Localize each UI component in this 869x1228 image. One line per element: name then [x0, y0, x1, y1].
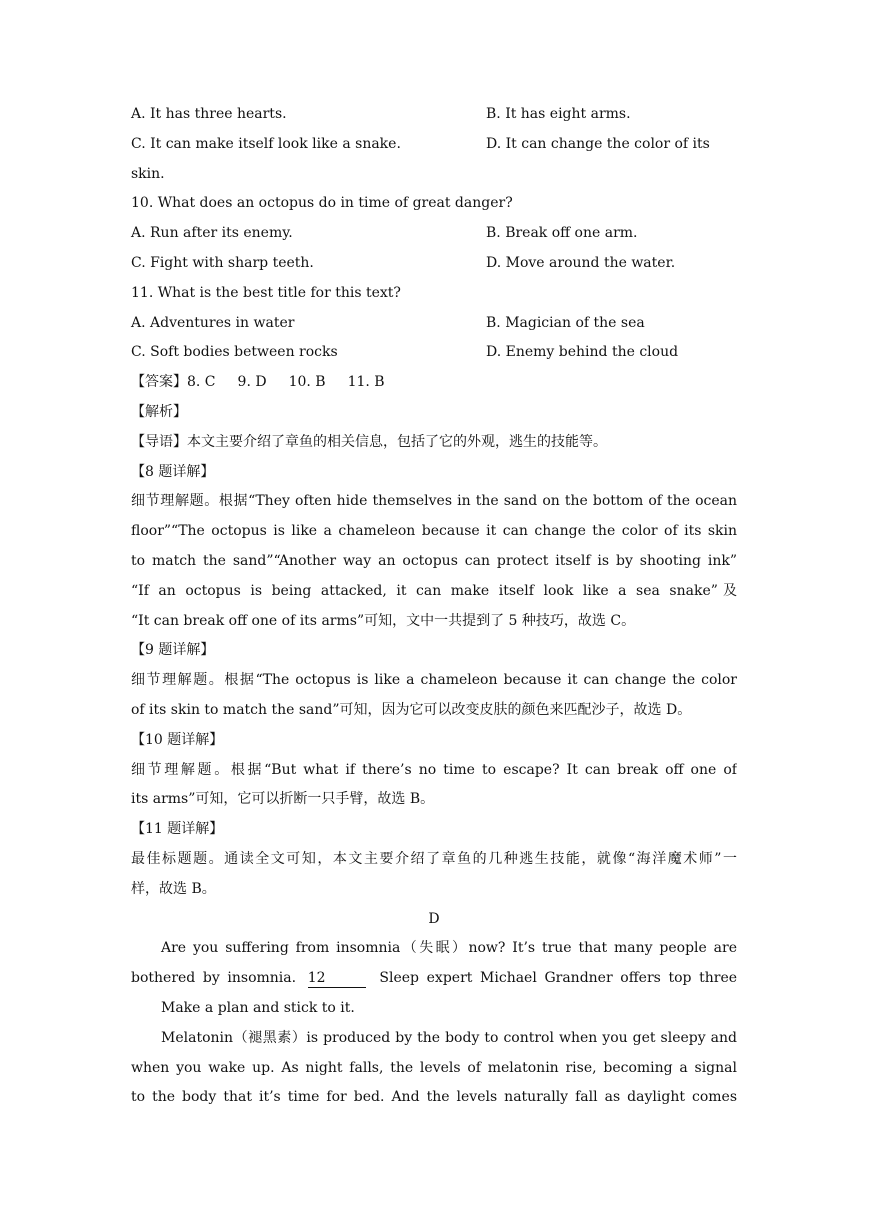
q8-detail-line: floor”“The octopus is like a chameleon because it can change the color of its skin — [131, 523, 737, 540]
passage-d-paragraph-line: to the body that it’s time for bed. And the levels naturally fall as daylight comes — [131, 1089, 737, 1106]
options-row-q11-cd — [131, 338, 737, 368]
options-row-q9-ab — [131, 100, 737, 130]
q8-detail-line: “If an octopus is being attacked, it can make itself look like a sea snake”及 — [131, 582, 737, 599]
option-q11-d: D. Enemy behind the cloud — [486, 344, 679, 361]
option-q10-a: A. Run after its enemy. — [131, 225, 293, 242]
question-10-stem: 10. What does an octopus do in time of great danger? — [131, 195, 513, 212]
answer-key — [131, 368, 737, 398]
option-q10-d: D. Move around the water. — [486, 254, 676, 271]
answer-10: 10. B — [288, 374, 326, 391]
passage-d-paragraph-line: when you wake up. As night falls, the levels of melatonin rise, becoming a signal — [131, 1059, 737, 1076]
q8-detail-line: 细节理解题。根据“They often hide themselves in the sand on the bottom of the ocean — [131, 493, 737, 510]
q9-detail-heading: 【9 题详解】 — [131, 642, 215, 659]
option-q10-b: B. Break off one arm. — [486, 225, 638, 242]
options-row-q10-cd — [131, 249, 737, 279]
analysis-label: 【解析】 — [131, 403, 187, 420]
passage-d-title: D — [428, 910, 440, 927]
option-q10-c: C. Fight with sharp teeth. — [131, 254, 314, 271]
guide-text: 【导语】本文主要介绍了章鱼的相关信息，包括了它的外观，逃生的技能等。 — [131, 433, 607, 450]
passage-d-tip-1: Make a plan and stick to it. — [161, 999, 355, 1016]
q9-detail-line: 细节理解题。根据“The octopus is like a chameleon because it can change the color — [131, 672, 737, 689]
q11-detail-line: 样，故选 B。 — [131, 880, 216, 897]
document-content — [131, 100, 737, 1113]
answer-9: 9. D — [237, 374, 267, 391]
passage-d-text: Sleep expert Michael Grandner offers top three — [379, 970, 737, 987]
options-row-q10-ab — [131, 219, 737, 249]
q8-detail-line: “It can break off one of its arms”可知，文中一共提到了 5 种技巧，故选 C。 — [131, 612, 636, 629]
option-q11-a: A. Adventures in water — [131, 314, 295, 331]
q10-detail-line: its arms”可知，它可以折断一只手臂，故选 B。 — [131, 791, 435, 808]
option-q11-c: C. Soft bodies between rocks — [131, 344, 338, 361]
q9-detail-line: of its skin to match the sand”可知，因为它可以改变皮肤的颜色来匹配沙子，故选 D。 — [131, 701, 692, 718]
q11-detail-line: 最佳标题题。通读全文可知，本文主要介绍了章鱼的几种逃生技能，就像“海洋魔术师”一 — [131, 850, 737, 867]
blank-12[interactable]: 12 — [308, 969, 366, 988]
options-row-q9-cd — [131, 130, 737, 160]
option-q9-c: C. It can make itself look like a snake. — [131, 135, 401, 152]
q10-detail-line: 细节理解题。根据“But what if there’s no time to escape? It can break off one of — [131, 761, 737, 778]
answer-label: 【答案】 — [131, 374, 187, 391]
passage-d-text: bothered by insomnia. — [131, 970, 297, 987]
option-q9-d-continued: skin. — [131, 165, 165, 182]
answer-8: 8. C — [187, 374, 216, 391]
q8-detail-heading: 【8 题详解】 — [131, 463, 215, 480]
option-q11-b: B. Magician of the sea — [486, 314, 645, 331]
option-q9-a: A. It has three hearts. — [131, 106, 287, 122]
passage-d-paragraph-line: Are you suffering from insomnia（失眠）now? It’s true that many people are — [161, 940, 737, 957]
passage-d-paragraph-line — [131, 964, 737, 994]
option-q9-b: B. It has eight arms. — [486, 106, 631, 122]
option-q9-d: D. It can change the color of its — [486, 135, 710, 152]
answer-11: 11. B — [347, 374, 385, 391]
passage-d-paragraph-line: Melatonin（褪黑素）is produced by the body to control when you get sleepy and — [161, 1029, 737, 1046]
q10-detail-heading: 【10 题详解】 — [131, 731, 224, 748]
q8-detail-line: to match the sand”“Another way an octopus can protect itself is by shooting ink” — [131, 552, 737, 569]
q11-detail-heading: 【11 题详解】 — [131, 821, 224, 838]
question-11-stem: 11. What is the best title for this text? — [131, 284, 401, 301]
options-row-q11-ab — [131, 309, 737, 339]
